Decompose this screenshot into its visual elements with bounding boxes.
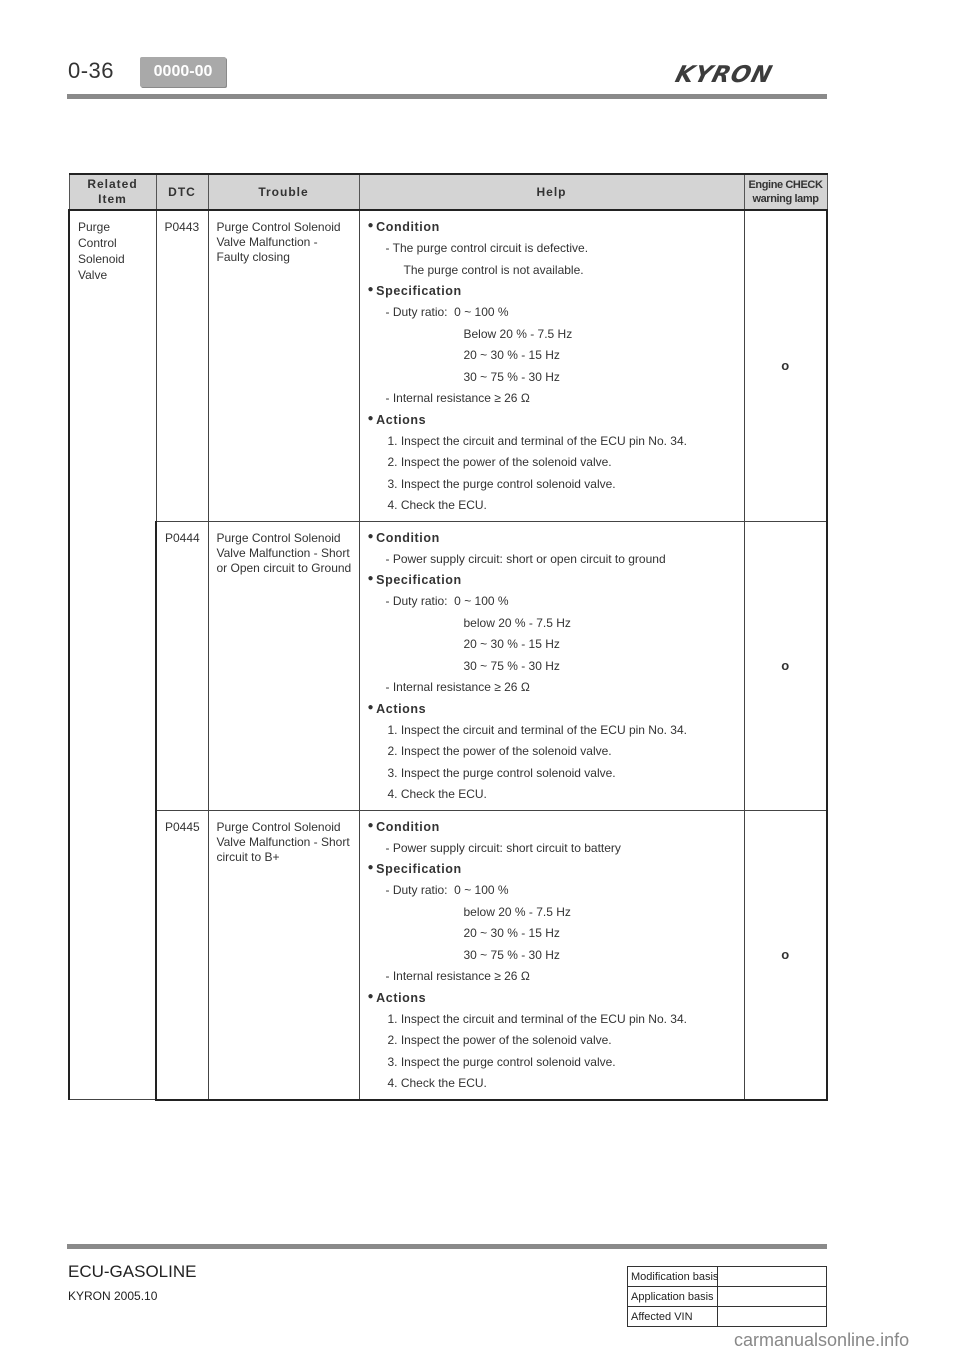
section-code-badge: 0000-00 (140, 57, 226, 87)
basis-row (628, 1287, 827, 1307)
action-line: 1. Inspect the circuit and terminal of the ECU pin No. 34. (387, 1011, 687, 1026)
warning-lamp-indicator: o (744, 210, 827, 521)
condition-heading: ● Condition (367, 220, 440, 234)
basis-row (628, 1267, 827, 1287)
action-line: 2. Inspect the power of the solenoid valve. (387, 744, 612, 758)
specification-heading: ● Specification (367, 573, 462, 587)
bullet-icon: ● (367, 530, 375, 542)
actions-heading: ● Actions (367, 990, 427, 1005)
actions-heading: ● Actions (367, 701, 427, 716)
warning-lamp-indicator: o (744, 521, 827, 810)
dtc-code: P0444 (156, 521, 208, 810)
resistance-line: - Internal resistance ≥ 26 Ω (385, 969, 530, 983)
basis-label: Modification basis (628, 1267, 718, 1287)
duty-value-line: 20 ~ 30 % - 15 Hz (463, 637, 560, 651)
duty-ratio-line: - Duty ratio: 0 ~ 100 % (385, 594, 509, 608)
basis-value (718, 1307, 827, 1327)
table-row (69, 521, 827, 810)
action-line: 3. Inspect the purge control solenoid valve. (387, 765, 616, 780)
footer-divider (67, 1244, 827, 1249)
brand-logo: KYRON (672, 62, 776, 88)
help-cell (359, 521, 744, 810)
action-line: 3. Inspect the purge control solenoid valve. (387, 476, 616, 491)
duty-value-line: 20 ~ 30 % - 15 Hz (463, 348, 560, 362)
bullet-icon: ● (367, 412, 375, 424)
action-line: 2. Inspect the power of the solenoid valve. (387, 1033, 612, 1047)
column-header-engine-check: Engine CHECK warning lamp (744, 174, 827, 210)
bullet-icon: ● (367, 220, 375, 231)
specification-heading: ● Specification (367, 862, 462, 876)
watermark: carmanualsonline.info (734, 1330, 910, 1350)
page-number: 0-36 (68, 58, 115, 83)
basis-table (627, 1266, 827, 1327)
action-line: 4. Check the ECU. (387, 498, 487, 512)
basis-value (718, 1267, 827, 1287)
duty-ratio-line: - Duty ratio: 0 ~ 100 % (385, 305, 509, 319)
duty-value-line: 20 ~ 30 % - 15 Hz (463, 926, 560, 940)
table-row (69, 210, 827, 521)
warning-lamp-indicator: o (744, 810, 827, 1100)
action-line: 3. Inspect the purge control solenoid valve. (387, 1054, 616, 1069)
resistance-line: - Internal resistance ≥ 26 Ω (385, 680, 530, 694)
column-header-help: Help (359, 174, 744, 210)
bullet-icon: ● (367, 862, 375, 873)
duty-value-line: 30 ~ 75 % - 30 Hz (463, 658, 560, 673)
related-item-cell (69, 210, 156, 1100)
resistance-line: - Internal resistance ≥ 26 Ω (385, 391, 530, 405)
help-cell (359, 210, 744, 521)
action-line: 1. Inspect the circuit and terminal of the ECU pin No. 34. (387, 722, 687, 737)
basis-value (718, 1287, 827, 1307)
action-line: 4. Check the ECU. (387, 1076, 487, 1090)
bullet-icon: ● (367, 990, 375, 1002)
condition-heading: ● Condition (367, 530, 440, 545)
action-line: 4. Check the ECU. (387, 787, 487, 801)
header-divider (67, 94, 827, 99)
duty-value-line: below 20 % - 7.5 Hz (463, 904, 571, 919)
related-item-text: Purge Control Solenoid Valve (78, 220, 125, 282)
action-line: 1. Inspect the circuit and terminal of the ECU pin No. 34. (387, 433, 687, 448)
trouble-description: Purge Control Solenoid Valve Malfunction - Faulty closing (208, 210, 359, 521)
actions-heading: ● Actions (367, 412, 427, 427)
footer-model-date: KYRON 2005.10 (68, 1289, 158, 1303)
basis-label: Application basis (628, 1287, 718, 1307)
condition-line: The purge control is not available. (403, 262, 584, 277)
bullet-icon: ● (367, 819, 375, 831)
duty-value-line: Below 20 % - 7.5 Hz (463, 326, 573, 341)
action-line: 2. Inspect the power of the solenoid valve. (387, 455, 612, 469)
duty-value-line: 30 ~ 75 % - 30 Hz (463, 369, 560, 384)
column-header-dtc: DTC (156, 174, 208, 210)
specification-heading: ● Specification (367, 284, 462, 298)
duty-value-line: 30 ~ 75 % - 30 Hz (463, 947, 560, 962)
basis-row (628, 1307, 827, 1327)
condition-heading: ● Condition (367, 819, 440, 834)
bullet-icon: ● (367, 573, 375, 584)
dtc-table (68, 173, 828, 1101)
trouble-description: Purge Control Solenoid Valve Malfunction - Short circuit to B+ (208, 810, 359, 1100)
column-header-trouble: Trouble (208, 174, 359, 210)
help-cell (359, 810, 744, 1100)
table-row (69, 810, 827, 1100)
condition-line: - Power supply circuit: short or open circuit to ground (385, 551, 666, 566)
condition-line: - Power supply circuit: short circuit to battery (385, 840, 621, 855)
dtc-code: P0443 (156, 210, 208, 521)
duty-ratio-line: - Duty ratio: 0 ~ 100 % (385, 883, 509, 897)
condition-line: - The purge control circuit is defective. (385, 241, 589, 255)
basis-label: Affected VIN (628, 1307, 718, 1327)
column-header-related-item: Related Item (69, 174, 156, 210)
duty-value-line: below 20 % - 7.5 Hz (463, 615, 571, 630)
bullet-icon: ● (367, 284, 375, 295)
footer-section-title: ECU-GASOLINE (68, 1262, 197, 1281)
trouble-description: Purge Control Solenoid Valve Malfunction - Short or Open circuit to Ground (208, 521, 359, 810)
table-header-row (69, 174, 827, 210)
bullet-icon: ● (367, 701, 375, 713)
dtc-code: P0445 (156, 810, 208, 1100)
